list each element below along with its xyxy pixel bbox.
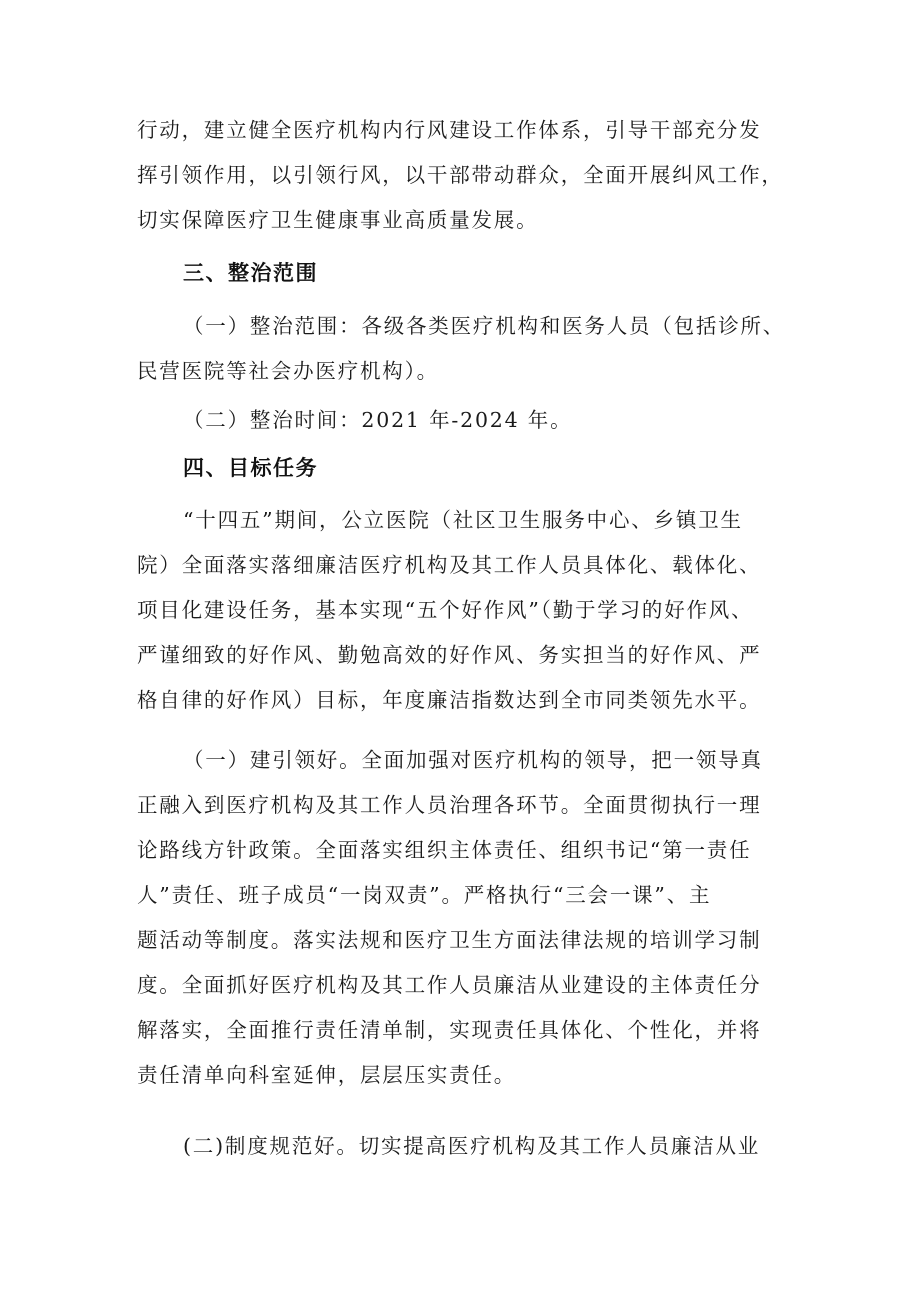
section-heading-goals: 四、目标任务 — [183, 456, 318, 480]
text-line: 格自律的好作风）目标，年度廉洁指数达到全市同类领先水平。 — [137, 688, 762, 712]
text-line: 挥引领作用，以引领行风，以干部带动群众，全面开展纠风工作， — [137, 163, 784, 187]
text-line: （二）整治时间：2021 年-2024 年。 — [183, 408, 573, 432]
section-heading-scope: 三、整治范围 — [183, 261, 318, 285]
paragraph-scope — [137, 304, 807, 394]
text-line: （一）建引领好。全面加强对医疗机构的领导，把一领导真 — [183, 748, 763, 772]
text-line: 项目化建设任务，基本实现“五个好作风”（勤于学习的好作风、 — [137, 598, 754, 622]
paragraph-period — [137, 398, 807, 443]
text-line: 严谨细致的好作风、勤勉高效的好作风、务实担当的好作风、严 — [137, 643, 762, 667]
paragraph-institutions — [137, 1124, 807, 1169]
text-line: 责任清单向科室延伸，层层压实责任。 — [137, 1063, 517, 1087]
text-line: 院）全面落实落细廉洁医疗机构及其工作人员具体化、载体化、 — [137, 553, 762, 577]
text-line: 人”责任、班子成员“一岗双责”。严格执行“三会一课”、主 — [137, 883, 712, 907]
text-line: （一）整治范围：各级各类医疗机构和医务人员（包括诊所、 — [183, 314, 786, 338]
paragraph-goals — [137, 498, 807, 723]
paragraph-leadership — [137, 738, 807, 1098]
text-line: “十四五”期间，公立医院（社区卫生服务中心、乡镇卫生 — [183, 508, 743, 532]
text-line: 解落实，全面推行责任清单制，实现责任具体化、个性化，并将 — [137, 1018, 762, 1042]
text-line: 正融入到医疗机构及其工作人员治理各环节。全面贯彻执行一理 — [137, 793, 762, 817]
text-line: 切实保障医疗卫生健康事业高质量发展。 — [137, 208, 539, 232]
text-line: 民营医院等社会办医疗机构）。 — [137, 359, 439, 383]
text-line: 论路线方针政策。全面落实组织主体责任、组织书记“第一责任 — [137, 838, 752, 862]
text-line: 题活动等制度。落实法规和医疗卫生方面法律法规的培训学习制 — [137, 928, 762, 952]
text-line: 行动，建立健全医疗机构内行风建设工作体系，引导干部充分发 — [137, 118, 762, 142]
paragraph-intro-continuation — [137, 108, 807, 243]
text-line: (二)制度规范好。切实提高医疗机构及其工作人员廉洁从业 — [183, 1134, 761, 1158]
text-line: 度。全面抓好医疗机构及其工作人员廉洁从业建设的主体责任分 — [137, 973, 762, 997]
